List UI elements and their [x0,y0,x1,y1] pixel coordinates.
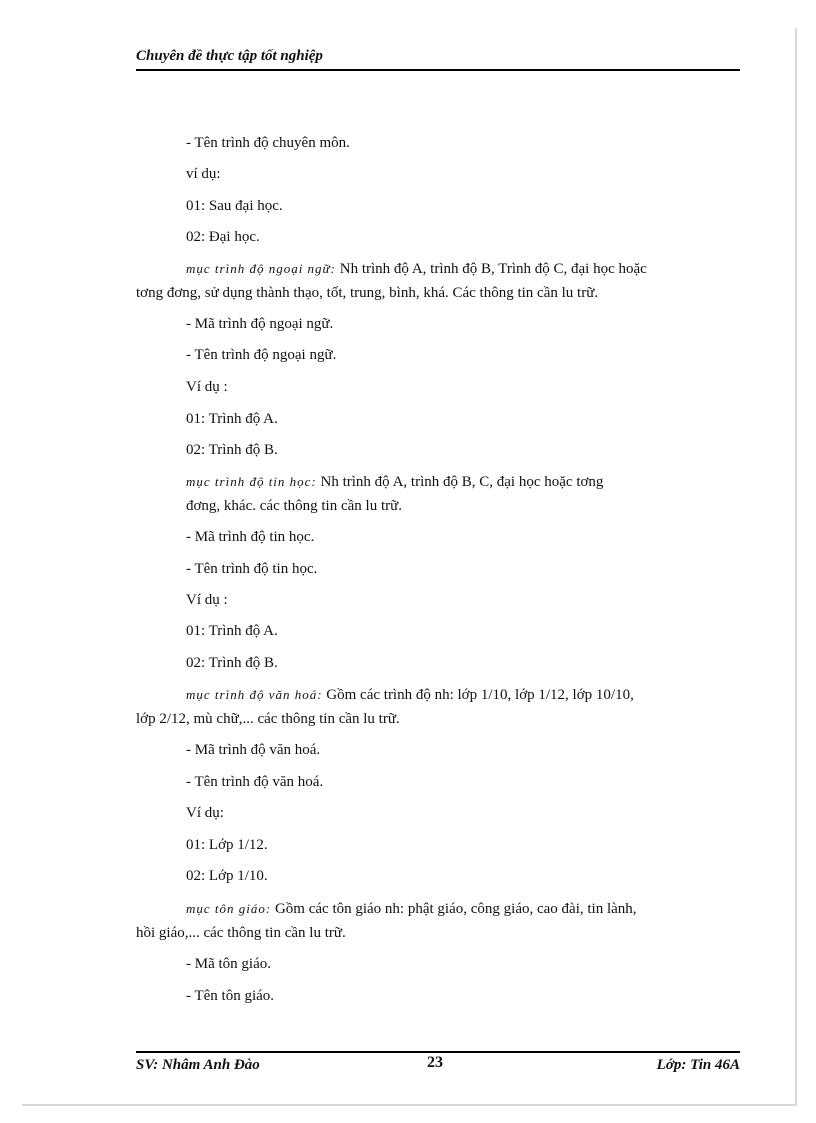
body-line: 02: Lớp 1/10. [186,868,268,884]
body-line: - Tên trình độ chuyên môn. [186,135,350,151]
header-rule [136,69,740,71]
body-line: - Mã trình độ tin học. [186,529,315,545]
page-shadow-right [795,28,797,1106]
paragraph-continuation: hồi giáo,... các thông tin cần lu trữ. [136,925,346,941]
page-shadow-bottom [22,1104,797,1106]
paragraph-text: Nh trình độ A, trình độ B, Trình độ C, đại học hoặc [335,261,647,277]
page-number: 23 [427,1054,443,1071]
body-line: - Tên tôn giáo. [186,988,275,1004]
body-line: 02: Trình độ B. [186,442,278,458]
section-label: mục tôn giáo: [186,901,272,916]
body-line: ví dụ: [186,166,221,182]
footer-class: Lớp: Tin 46A [656,1057,740,1073]
body-line: Ví dụ : [186,592,228,608]
paragraph-line [186,900,637,918]
body-line: Ví dụ : [186,379,228,395]
body-line: 01: Trình độ A. [186,411,278,427]
body-line: - Tên trình độ văn hoá. [186,774,324,790]
body-line: - Mã trình độ văn hoá. [186,742,321,758]
paragraph-text: Gồm các trình độ nh: lớp 1/10, lớp 1/12, lớp 10/10, [322,687,634,703]
body-line: - Tên trình độ ngoại ngữ. [186,347,337,363]
paragraph-continuation: đơng, khác. các thông tin cần lu trữ. [186,498,402,514]
paragraph-continuation: lớp 2/12, mù chữ,... các thông tin cần lu trữ. [136,711,400,727]
footer-rule [136,1051,740,1053]
paragraph-line [186,686,634,704]
body-line: 02: Đại học. [186,229,260,245]
body-line: - Mã trình độ ngoại ngữ. [186,316,334,332]
body-line: 01: Sau đại học. [186,198,283,214]
section-label: mục trình độ ngoại ngữ: [186,261,336,276]
body-line: - Tên trình độ tin học. [186,561,318,577]
body-line: - Mã tôn giáo. [186,956,271,972]
paragraph-continuation: tơng đơng, sử dụng thành thạo, tốt, trung, bình, khá. Các thông tin cần lu trữ. [136,285,599,301]
body-line: 01: Lớp 1/12. [186,837,268,853]
section-label: mục trình độ tin học: [186,474,317,489]
paragraph-line [186,260,647,278]
footer-student: SV: Nhâm Anh Đào [136,1057,260,1073]
body-line: 01: Trình độ A. [186,623,278,639]
body-line: 02: Trình độ B. [186,655,278,671]
paragraph-text: Gồm các tôn giáo nh: phật giáo, công giáo, cao đài, tin lành, [271,901,637,917]
body-line: Ví dụ: [186,805,224,821]
paragraph-text: Nh trình độ A, trình độ B, C, đại học hoặc tơng [316,474,604,490]
header-title: Chuyên đề thực tập tốt nghiệp [136,48,323,64]
section-label: mục trình độ văn hoá: [186,687,323,702]
paragraph-line [186,473,603,491]
